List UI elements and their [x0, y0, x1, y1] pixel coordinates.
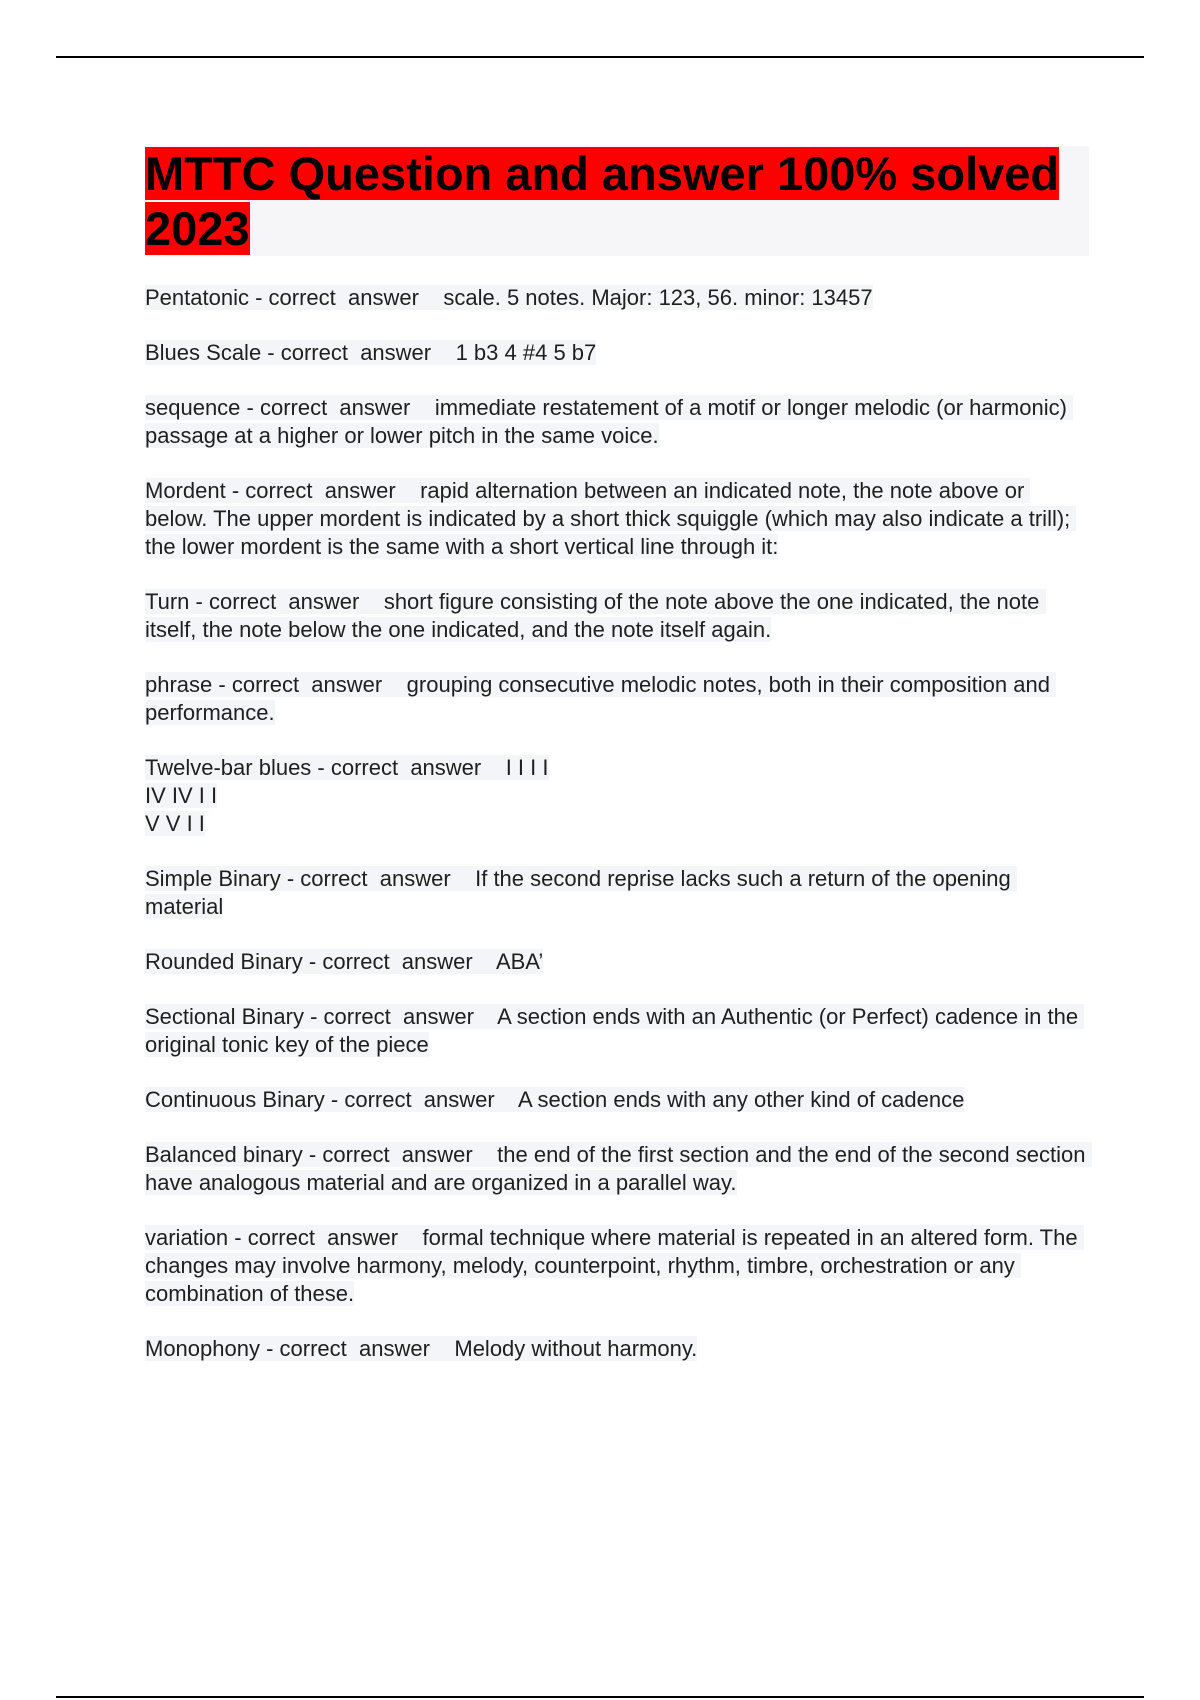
- qa-entry: [145, 394, 1089, 450]
- qa-term: Sectional Binary: [145, 1004, 304, 1029]
- qa-term: Rounded Binary: [145, 949, 303, 974]
- qa-answer: A section ends with any other kind of cadence: [517, 1087, 965, 1112]
- bottom-rule: [56, 1696, 1144, 1698]
- qa-term: Blues Scale: [145, 340, 262, 365]
- document-body: [145, 146, 1092, 1390]
- qa-entry: [145, 754, 1089, 838]
- qa-answer: If the second reprise lacks such a return of the opening material: [145, 866, 1017, 919]
- qa-entry: [145, 1086, 1089, 1114]
- qa-answer: formal technique where material is repeated in an altered form. The changes may involve harmony, melody, counterpoint, rhythm, timbre, orchestration or any combination of these.: [145, 1225, 1084, 1306]
- qa-entry: [145, 948, 1089, 976]
- qa-term: Pentatonic: [145, 285, 249, 310]
- qa-entry: [145, 339, 1089, 367]
- qa-separator: - correct answer: [212, 672, 407, 697]
- qa-term: Continuous Binary: [145, 1087, 325, 1112]
- qa-entry: [145, 1224, 1089, 1308]
- qa-answer: ABA’: [495, 949, 544, 974]
- qa-separator: - correct answer: [189, 589, 384, 614]
- qa-entry: [145, 1141, 1092, 1197]
- qa-term: sequence: [145, 395, 241, 420]
- qa-answer: immediate restatement of a motif or longer melodic (or harmonic) passage at a higher or lower pitch in the same voice.: [145, 395, 1074, 448]
- qa-term: variation: [145, 1225, 229, 1250]
- qa-term: Monophony: [145, 1336, 260, 1361]
- qa-term: Twelve-bar blues: [145, 755, 312, 780]
- qa-answer: Melody without harmony.: [454, 1336, 698, 1361]
- qa-separator: - correct answer: [225, 478, 421, 503]
- qa-answer: 1 b3 4 #4 5 b7: [455, 340, 597, 365]
- qa-entry: [145, 671, 1089, 727]
- qa-term: Balanced binary: [145, 1142, 303, 1167]
- document-title: [145, 146, 1089, 256]
- qa-separator: - correct answer: [302, 1142, 498, 1167]
- qa-answer: rapid alternation between an indicated note, the note above or below. The upper mordent is indicated by a short thick squiggle (which may also indicate a trill); the lower mordent is the same with a short vertical line through it:: [145, 478, 1077, 559]
- qa-entry: [145, 1335, 1089, 1363]
- qa-separator: - correct answer: [259, 1336, 455, 1361]
- qa-list: [145, 284, 1092, 1363]
- qa-separator: - correct answer: [302, 949, 496, 974]
- qa-entry: [145, 1003, 1089, 1059]
- qa-term: Simple Binary: [145, 866, 281, 891]
- qa-answer: grouping consecutive melodic notes, both in their composition and performance.: [145, 672, 1057, 725]
- qa-separator: - correct answer: [261, 340, 456, 365]
- qa-separator: - correct answer: [240, 395, 435, 420]
- qa-separator: - correct answer: [280, 866, 476, 891]
- qa-entry: [145, 477, 1089, 561]
- qa-answer: short figure consisting of the note above the one indicated, the note itself, the note below the one indicated, and the note itself again.: [145, 589, 1046, 642]
- qa-answer: A section ends with an Authentic (or Perfect) cadence in the original tonic key of the piece: [145, 1004, 1085, 1057]
- qa-answer: scale. 5 notes. Major: 123, 56. minor: 13457: [443, 285, 873, 310]
- top-rule: [56, 56, 1144, 58]
- qa-separator: - correct answer: [248, 285, 444, 310]
- qa-entry: [145, 588, 1089, 644]
- qa-entry: [145, 284, 1089, 312]
- qa-entry: [145, 865, 1089, 921]
- qa-separator: - correct answer: [303, 1004, 498, 1029]
- qa-answer: I I I I IV IV I I V V I I: [145, 755, 549, 836]
- document-title-text: MTTC Question and answer 100% solved 2023: [145, 147, 1060, 255]
- title-block: [145, 146, 1089, 256]
- qa-term: Turn: [145, 589, 190, 614]
- qa-separator: - correct answer: [324, 1087, 518, 1112]
- qa-term: Mordent: [145, 478, 226, 503]
- qa-term: phrase: [145, 672, 213, 697]
- qa-separator: - correct answer: [311, 755, 506, 780]
- qa-answer: the end of the first section and the end of the second section have analogous material and are organized in a parallel way.: [145, 1142, 1092, 1195]
- qa-separator: - correct answer: [228, 1225, 423, 1250]
